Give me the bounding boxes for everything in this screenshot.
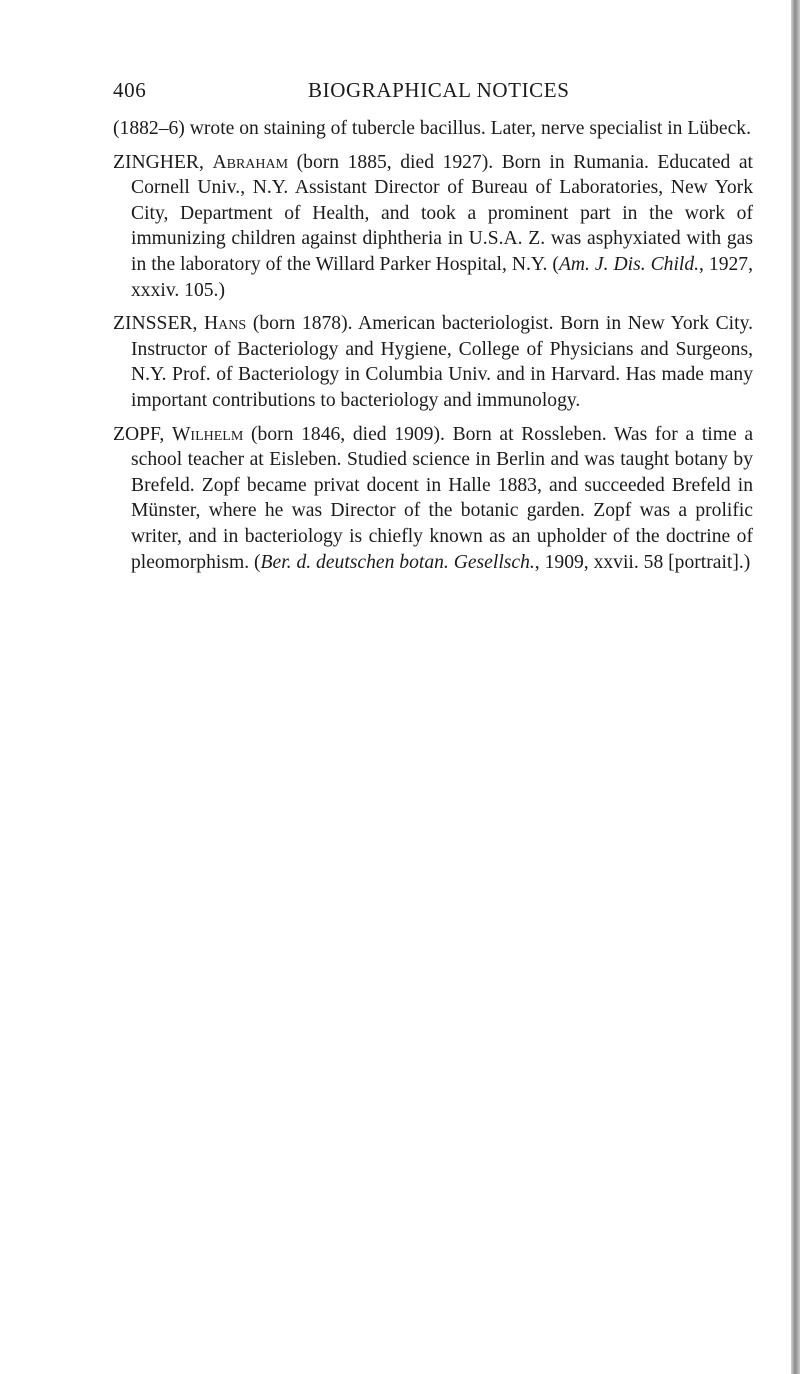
entry-reference-title: Am. J. Dis. Child. xyxy=(558,253,700,275)
entry-forename: Abraham xyxy=(212,151,289,173)
entry-text: (born 1846, died 1909). Born at Rossleben. Was for a time a school teacher at Eisleben. Studied science in Berlin and was taught botany by Brefeld. Zopf became privat docent in Halle 1883, and succeeded Brefeld in Münster, where he was Director of the botanic garden. Zopf was a prolific writer, and in bacteriology is chiefly known as an upholder of the doctrine of pleomorphism. ( xyxy=(131,423,754,573)
entry-text: (born 1885, died 1927). Born in Rumania. Educated at Cornell Univ., N.Y. Assistant Director of Bureau of Laboratories, New York City, Department of Health, and took a prominent part in the work of immunizing children against diphtheria in U.S.A. Z. was asphyxiated with gas in the laboratory of the Willard Parker Hospital, N.Y. ( xyxy=(131,151,753,275)
entry-reference-details: , 1927, xxxiv. 105.) xyxy=(131,253,753,301)
entry-text: (born 1878). American bacteriologist. Born in New York City. Instructor of Bacteriology and Hygiene, College of Physicians and Surgeons, N.Y. Prof. of Bacteriology in Columbia Univ. and in Harvard. Has made many important contributions to bacteriology and immunology. xyxy=(131,313,753,411)
page-number: 406 xyxy=(113,78,147,102)
entry-zingher xyxy=(113,150,753,304)
entry-surname: ZINGHER, xyxy=(113,151,204,173)
entry-forename: Wilhelm xyxy=(171,423,244,445)
entry-surname: ZINSSER, xyxy=(113,313,198,335)
page-edge-shadow xyxy=(791,0,800,1374)
book-page xyxy=(113,78,753,583)
entry-zinsser xyxy=(113,311,753,413)
entry-reference-details: , 1909, xxvii. 58 [portrait].) xyxy=(534,551,751,573)
page-header xyxy=(113,78,753,116)
continuation-paragraph xyxy=(113,116,753,142)
running-title: BIOGRAPHICAL NOTICES xyxy=(308,78,570,102)
entry-surname: ZOPF, xyxy=(113,423,165,445)
entry-forename: Hans xyxy=(204,313,247,335)
entry-zopf xyxy=(113,422,753,576)
continuation-text: (1882–6) wrote on staining of tubercle bacillus. Later, nerve specialist in Lübeck. xyxy=(113,118,751,139)
entry-reference-title: Ber. d. deutschen botan. Gesellsch. xyxy=(260,551,535,573)
